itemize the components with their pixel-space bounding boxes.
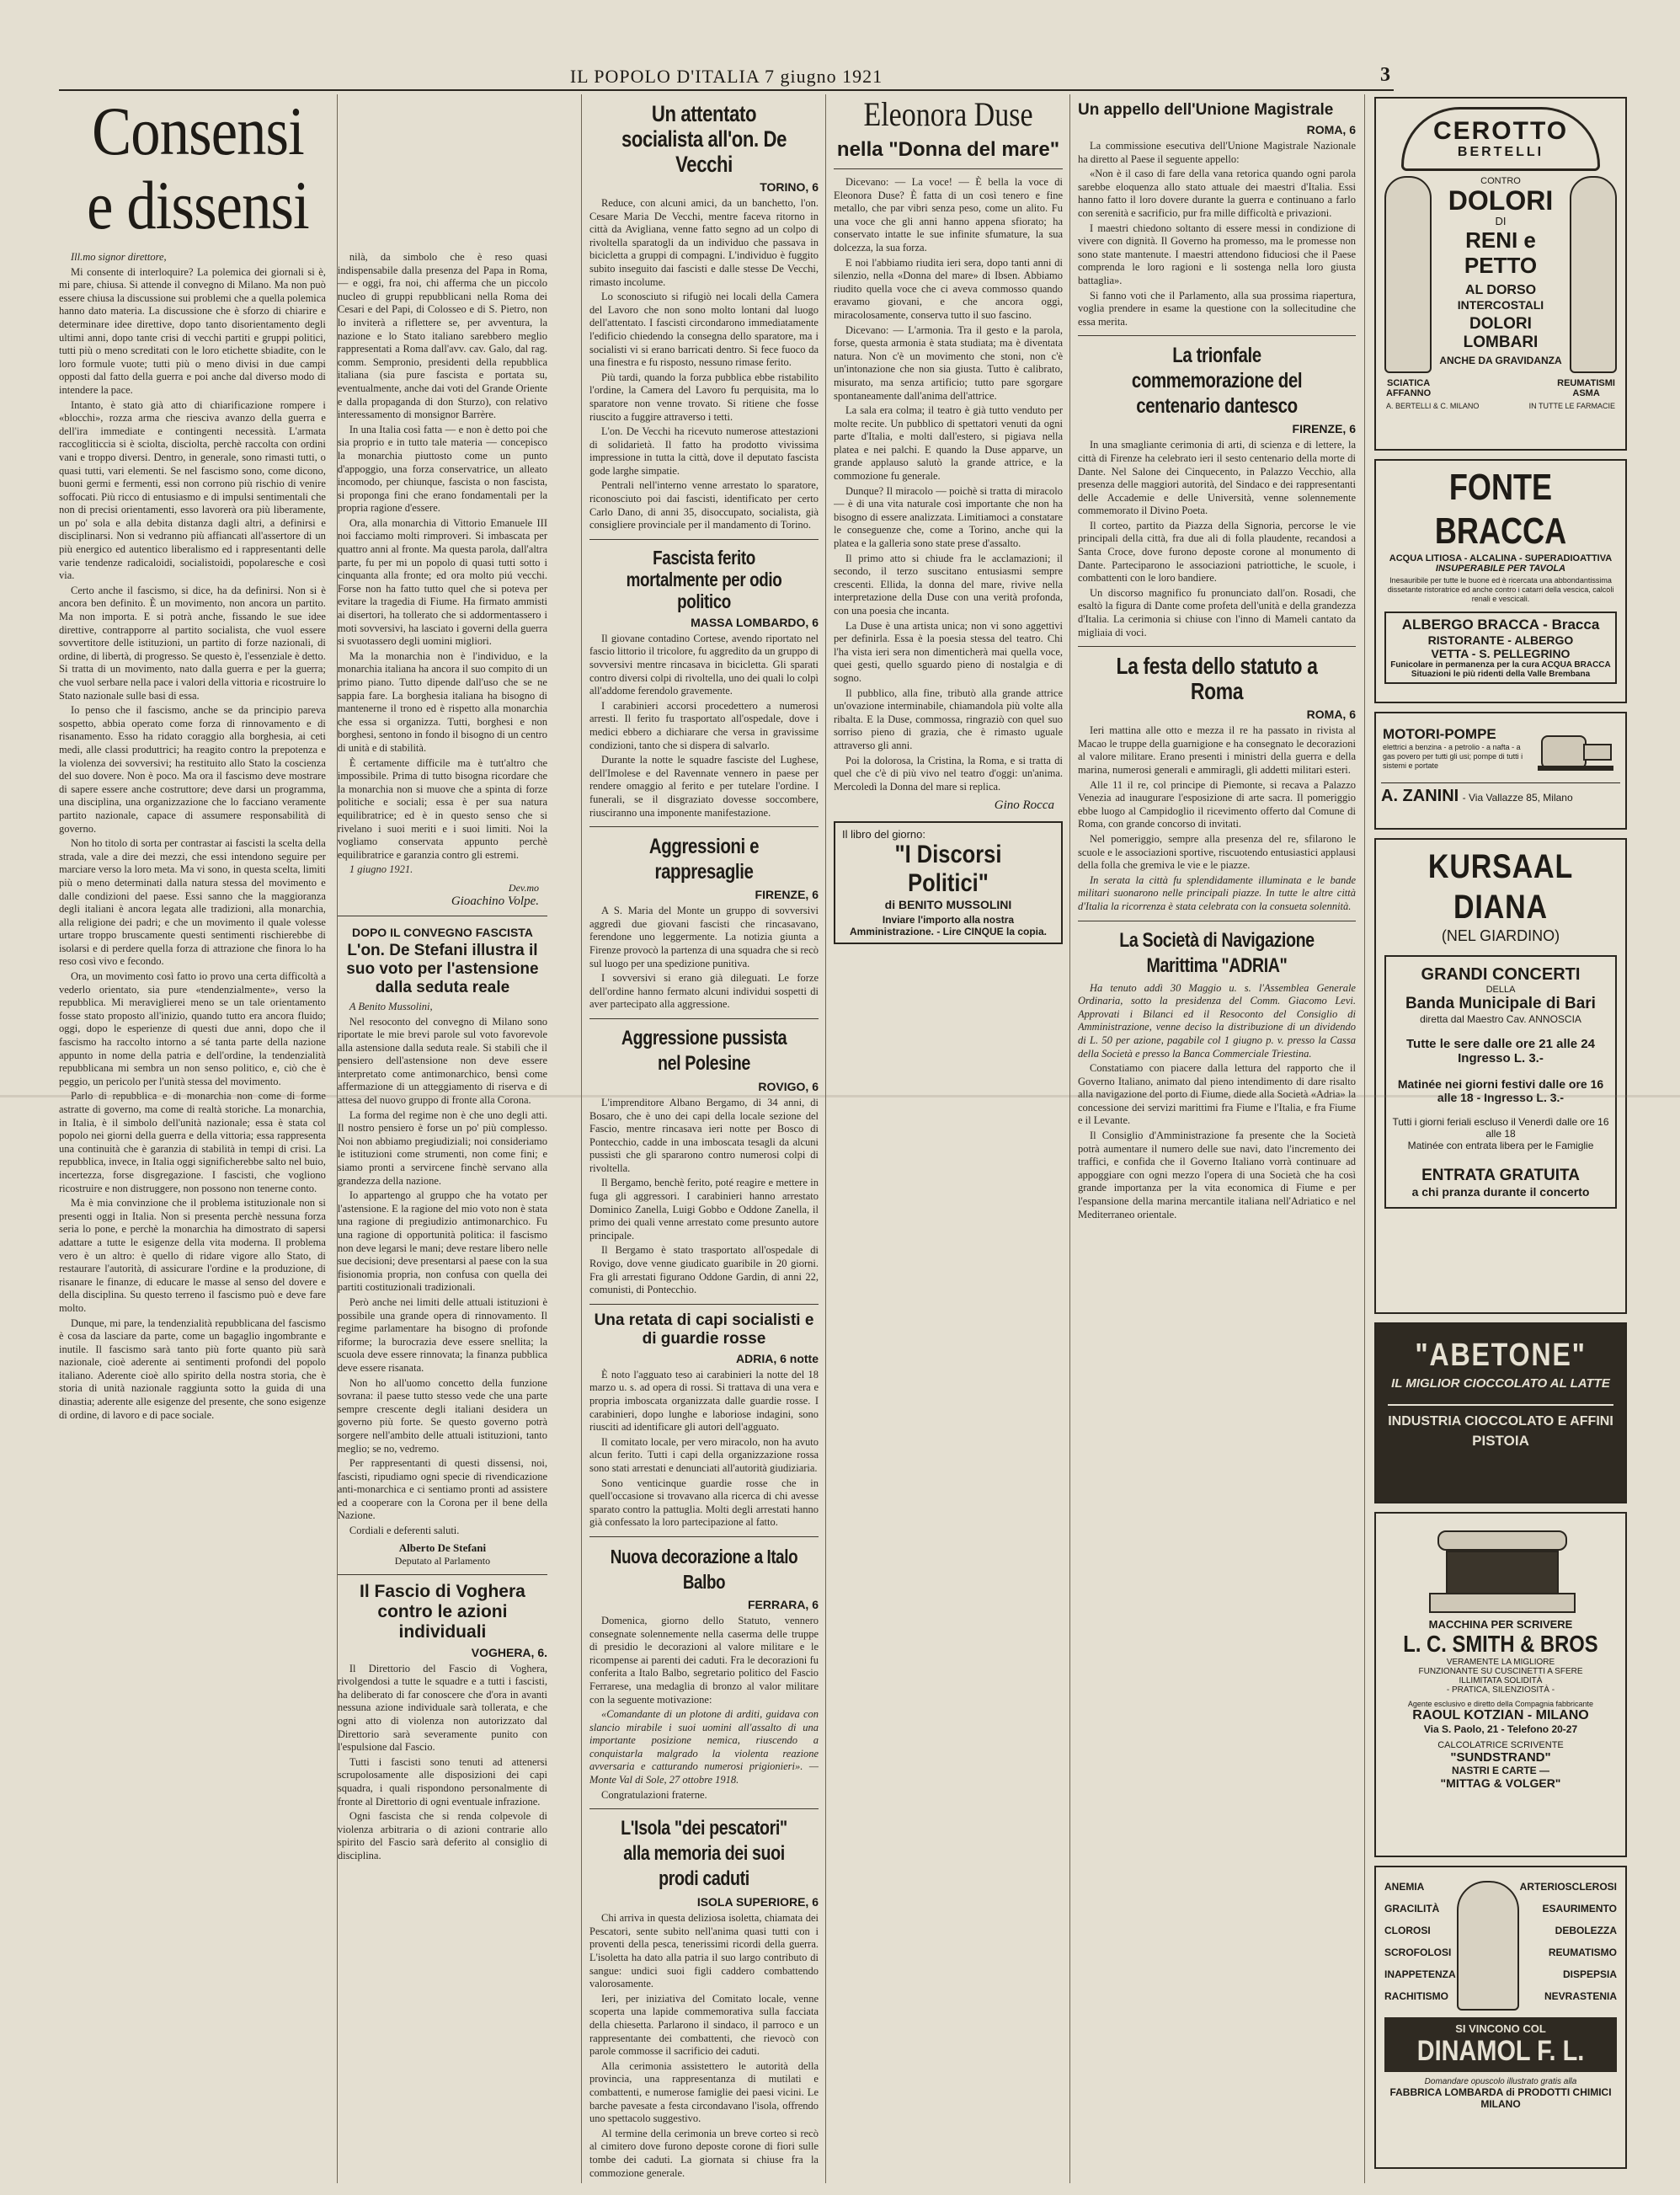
headline-fascista-ferito [589, 547, 819, 612]
dateline: MASSA LOMBARDO, 6 [691, 615, 819, 629]
paragraph: In una smagliante cerimonia di arti, di scienza e di lettere, la città di Firenze ha celebrato ieri il sesto centenario della morte di Dante. Nel Salone dei Cinquecento, in Palazzo Vecchio, alla presenza delle maggiori autorità, del Sindaco e dei rappresentanti delle Accademie e delle Università, venne solennemente commemorato il Divino Poeta. [1078, 439, 1356, 517]
ad-text: Inesauribile per tutte le buone ed è ricercata una abbondantissima dissetante ristoratrice ed anche contro i catarri della vescica, calcoli renali e vescicali. [1387, 576, 1614, 603]
ad-text: NEVRASTENIA [1544, 1990, 1617, 2002]
paragraph: È certamente difficile ma è tutt'altro che impossibile. Prima di tutto bisogna ricordare che la monarchia non si muove che a spinta di forze politiche e sociali; essa è per sua natura equilibratrice; ed è in questo senso che si rivelano i suoi meriti e i suoi limiti. Noi la vogliamo conservata appunto perchè equilibratrice e garanzia contro gli estremi. [337, 756, 547, 861]
paragraph: Ora, un movimento così fatto io provo una certa difficoltà a vederlo orientato, sia pure «tendenzialmente», verso la repubblica. Mi meraviglierei meno se un tale orientamento fosse stato proposto all'inizio, quando tutto era ancora fluido; oggi, dopo le esperienze di questi due anni, dopo che il fascismo ha raccolto intorno a sé tanta parte della nazione appunto in nome della patria e dell'ordine, la tendenzialità repubblicana mi sembra un non senso politico, e, ciò che è peggio, un pericolo per l'unità stessa del movimento. [59, 970, 326, 1087]
ad-text: SI VINCONO COL [1455, 2022, 1546, 2035]
ad-text: Matinée nei giorni festivi dalle ore 16 alle 18 - Ingresso L. 3.- [1397, 1077, 1604, 1104]
paragraph: L'imprenditore Albano Bergamo, di 34 anni, di Bosaro, che è uno dei capi della locale sezione del Fascio, mentre rincasava ieri notte per Bosco di Pontecchio, cadde in una imboscata tesagli da alcuni pussisti che gli spararono contro numerosi colpi di rivoltella. [589, 1096, 819, 1174]
headline-aggressioni [589, 834, 819, 884]
paragraph: In una Italia così fatta — e non è detto poi che sia proprio e in tutto tale materia — concepisco la monarchia piuttosto come un punto d'appoggio, una forza conservatrice, un alleato incomodo, per chiunque, fascista o non fascista, si proponga fini che erano fondamentali per la propria ragione d'essere. [337, 423, 547, 515]
ad-text: Ingresso L. 3.- [1458, 1051, 1544, 1065]
ad-title: FONTE BRACCA [1434, 467, 1567, 552]
ad-title: KURSAAL DIANA [1427, 848, 1574, 926]
article-duse [834, 176, 1063, 793]
ad-text: FABBRICA LOMBARDA di PRODOTTI CHIMICI [1389, 2086, 1612, 2098]
paragraph: Dicevano: — L'armonia. Tra il gesto e la parola, forse, questa armonia è stata studiata; ma è diventata natura. Non c'è un movimento che stoni, non c'è un'intonazione che non sia giusta. Tutto è calibrato, misurato, ma senza artificio; tutto pare sgorgare spontaneamente dall'anima dell'attrice. [834, 323, 1063, 402]
ad-text: SCROFOLOSI [1384, 1947, 1452, 1958]
box-kicker: Il libro del giorno: [842, 828, 925, 841]
ad-text: VETTA - S. PELLEGRINO [1431, 647, 1571, 660]
ad-text: diretta dal Maestro Cav. ANNOSCIA [1420, 1013, 1581, 1025]
ad-text: VERAMENTE LA MIGLIORE [1446, 1658, 1555, 1667]
ad-text: MACCHINA PER SCRIVERE [1428, 1618, 1573, 1631]
paragraph: Domenica, giorno dello Statuto, vennero consegnate solennemente nella caserma delle truppe di presidio le decorazioni al valore militare e le ricompense ai parenti dei caduti. Fra le decorazioni fu conferita a Italo Balbo, segretario politico del Fascio Ferrarese, una medaglia di bronzo al valor militare con la seguente motivazione: [589, 1614, 819, 1706]
article-de-vecchi [589, 197, 819, 532]
ad-text: Domandare opuscolo illustrato gratis alla [1424, 2077, 1577, 2086]
ad-text: INDUSTRIA CIOCCOLATO E AFFINI [1388, 1414, 1613, 1429]
paragraph: Constatiamo con piacere dalla lettura del rapporto che il Governo Italiano, animato dal pieno intendimento di dare risalto alla navigazione del porto di Fiume, diede alla Società «Adria» la concessione dei servizi marittimi fra Fiume e l'Italia, e fra Fiume e il Levante. [1078, 1062, 1356, 1127]
paragraph: Si fanno voti che il Parlamento, alla sua prossima riapertura, voglia prendere in esame la questione con la sollecitudine che essa merita. [1078, 289, 1356, 328]
paragraph: È noto l'agguato teso ai carabinieri la notte del 18 marzo u. s. ad opera di rossi. Si trattava di una vera e propria imboscata organizzata dalle guardie rosse. I carabinieri, dopo lunghe e laboriose indagini, sono riusciti ad identificare gli autori dell'agguato. [589, 1368, 819, 1434]
headline-dante [1078, 343, 1356, 419]
paragraph: Ha tenuto addì 30 Maggio u. s. l'Assemblea Generale Ordinaria, sotto la presidenza del Comm. Giacomo Levi. Approvati i Bilanci ed il Resoconto del Consiglio di Amministrazione, venne deciso la distribuzione di un dividendo di L. 50 per azione, pagabile col 1 giugno p. v. presso la Cassa della Società e presso la Banca Commerciale Triestina. [1078, 981, 1356, 1060]
paragraph: L'on. De Vecchi ha ricevuto numerose attestazioni di solidarietà. Il fatto ha prodotto vivissima impressione in tutta la città, dove il deputato fascista gode larghe simpatie. [589, 425, 819, 477]
article-statuto [1078, 724, 1356, 913]
headline: Una retata di capi socialisti e di guardie rosse [594, 1311, 814, 1348]
figure-left-icon [1384, 176, 1432, 373]
addressee: A Benito Mussolini, [349, 1000, 433, 1012]
box-title: "I Discorsi Politici" [894, 841, 1002, 898]
dateline: ADRIA, 6 notte [736, 1351, 819, 1365]
ad-cerotto-bertelli [1374, 97, 1627, 451]
article-retata [589, 1369, 819, 1530]
paragraph: Il comitato locale, per vero miracolo, non ha avuto alcun ferito. Tutti i capi della organizzazione rossa sono stati arrestati e denunciati all'autorità giudiziaria. [589, 1435, 819, 1474]
box-author: di BENITO MUSSOLINI [884, 898, 1012, 912]
paragraph: «Comandante di un plotone di arditi, guidava con slancio mirabile i suoi uomini all'assalto di una importante posizione nemica, riuscendo a conquistarla malgrado la violenta reazione avversaria e catturando numerosi prigionieri». — Monte Val di Sole, 27 ottobre 1918. [589, 1708, 819, 1786]
ad-text: PISTOIA [1472, 1433, 1529, 1449]
ad-text: Banda Municipale di Bari [1405, 995, 1596, 1012]
article-polesine [589, 1097, 819, 1297]
ad-text: ILLIMITATA SOLIDITÀ [1459, 1676, 1543, 1685]
ad-text: ASMA [1572, 388, 1600, 398]
paragraph: Durante la notte le squadre fasciste del Lughese, dell'Imolese e del Ravennate vennero in paese per rendere omaggio al ferito e per tutelare l'ordine. I funerali, se il disgraziato dovesse soccombere, riusciranno una imponente manifestazione. [589, 754, 819, 819]
article-balbo [589, 1615, 819, 1802]
paragraph: I sovversivi si erano già dileguati. Le forze dell'ordine hanno fermato alcuni individui sospetti di aver partecipato alla aggressione. [589, 972, 819, 1011]
ad-title: DINAMOL F. L. [1416, 2035, 1585, 2067]
ad-text: "MITTAG & VOLGER" [1440, 1776, 1561, 1790]
date-line: 1 giugno 1921. [349, 863, 413, 876]
dateline: FIRENZE, 6 [1292, 422, 1356, 436]
paragraph: Congratulazioni fraterne. [601, 1788, 707, 1801]
ad-text: DISPEPSIA [1562, 1968, 1617, 1980]
ad-text: "SUNDSTRAND" [1450, 1750, 1551, 1765]
signer-role: Deputato al Parlamento [394, 1554, 491, 1567]
ad-text: Tutti i giorni feriali escluso il Venerdì dalle ore 16 alle 18 [1392, 1116, 1609, 1140]
paragraph: Sono venticinque guardie rosse che in quell'occasione si trovavano alla ricerca di chi avesse sparato contro la pattuglia. Molti degli arrestati hanno già confessato la loro partecipazione al fatto. [589, 1477, 819, 1529]
dateline: VOGHERA, 6. [471, 1645, 547, 1659]
ad-text: ARTERIOSCLEROSI [1519, 1881, 1617, 1893]
ad-text: NASTRI E CARTE — [1451, 1765, 1549, 1776]
paragraph: La sala era colma; il teatro è già tutto venduto per molte recite. Un pubblico di spettatori venuti da ogni parte d'Italia, e molti dall'estero, si pigiava nella platea e nei palchi. E quando la Duse apparve, un grande applauso salutò la grande attrice, e la commozione fu generale. [834, 404, 1063, 483]
ad-text: DOLORI [1448, 185, 1554, 216]
paragraph: Il giovane contadino Cortese, avendo riportato nel fascio littorio il tricolore, fu aggredito da un gruppo di sovversivi mentre rincasava in bicicletta. Gli sparati contro diversi colpi di rivoltella, uno dei quali lo colpì all'addome ferendolo gravemente. [589, 632, 819, 697]
signature-prefix: Dev.mo [508, 881, 539, 894]
ad-text: ANCHE DA GRAVIDANZA [1439, 355, 1562, 366]
paragraph: Alla cerimonia assistettero le autorità della provincia, una rappresentanza di mutilati e combattenti, e numerose famiglie dei paesi vicini. Le barche pavesate a festa circondavano l'isola, offrendo uno spettacolo suggestivo. [589, 2059, 819, 2125]
article-unione-magistrale [1078, 140, 1356, 328]
ad-text: RAOUL KOTZIAN - MILANO [1412, 1708, 1589, 1722]
figure-icon [1457, 1881, 1519, 2011]
book-box [834, 821, 1063, 944]
ad-motori-pompe [1374, 712, 1627, 830]
headline-voghera [338, 1582, 547, 1642]
paragraph: Pentrali nell'interno venne arrestato lo sparatore, riconosciuto poi dai fascisti, identificato per certo Carlo Dano, di anni 35, disoccupato, socialista, già consigliere provinciale per il mandamento di Torino. [589, 479, 819, 531]
paragraph: Mi consente di interloquire? La polemica dei giornali si è, mi pare, chiusa. Si attende il convegno di Milano. Ma non può essere chiusa la discussione sui problemi che a quella polemica hanno dato materia. La discussione che è sforzo di chiarire e determinare idee direttive, dopo tanto disorientamento degli ultimi anni, dopo tante crisi di vecchi partiti e gruppi politici, tutti più o meno screditati con le loro etichette sbiadite, con le loro formule vuote; tutti più o meno divisi in due campi opposti dal fatto della guerra e poi anche dal diverso modo di intendere la pace. [59, 265, 326, 396]
ad-text: - Via Vallazze 85, Milano [1462, 792, 1573, 804]
article-aggressioni [589, 905, 819, 1012]
ad-text: INSUPERABILE PER TAVOLA [1435, 563, 1566, 574]
paragraph: Però anche nei limiti delle attuali istituzioni è possibile una grande opera di rinnovamento. Il regime parlamentare ha bisogno di profonde riforme; la burocrazia deve essere snellita; la scuola deve essere rinnovata; la finanza pubblica deve essere risanata. [337, 1295, 547, 1374]
paragraph: Il Consiglio d'Amministrazione fa presente che la Società potrà aumentare il numero delle sue navi, dato l'incremento dei traffici, e confida che il Governo Italiano vorrà continuare ad appoggiare con ogni mezzo l'opera di una Società che ha così grande importanza per la vita economica di Fiume e per l'espansione della marina mercantile italiana nell'Adriatico e nel Mediterraneo orientale. [1078, 1130, 1356, 1220]
headline-statuto [1078, 654, 1356, 704]
paragraph: Ieri mattina alle otto e mezza il re ha passato in rivista al Macao le truppe della guarnigione e ha consegnato le decorazioni al valore militare. Erano presenti i ministri della guerra e della marina, numerosi generali e ammiragli, gli addetti militari esteri. [1078, 724, 1356, 776]
paragraph: Ogni fascista che si renda colpevole di violenza arbitraria o di azioni contrarie allo spirito del Fascio sarà deferito al consiglio di disciplina. [337, 1810, 547, 1861]
ad-text: Tutte le sere dalle ore 21 alle 24 [1405, 1037, 1595, 1051]
signature-block [338, 882, 539, 909]
paragraph: E noi l'abbiamo riudita ieri sera, dopo tanti anni di silenzio, nella «Donna del mare» di Ibsen. Abbiamo riudito quella voce che ci aveva commosso quando eravamo giovani, e che ancora oggi, miracolosamente, conserva tutto il suo fascino. [834, 256, 1063, 321]
paragraph: La commissione esecutiva dell'Unione Magistrale Nazionale ha diretto al Paese il seguente appello: [1078, 140, 1356, 165]
ad-text: INTERCOSTALI [1457, 298, 1544, 312]
paragraph: Poi la dolorosa, la Cristina, la Roma, e si tratta di quel che c'è di più vivo nel teatro d'oggi: un'anima. Mercoledì la Donna del mare si replica. [834, 754, 1063, 793]
headline: La festa dello statuto a Roma [1116, 653, 1318, 705]
ad-text: ESAURIMENTO [1542, 1903, 1617, 1915]
paragraph: Certo anche il fascismo, si dice, ha da definirsi. Non si è ancora ben definito. È un movimento, non ancora un partito. Ma non importa. E si potrà anche, fissando le sue idee direttive, contrapporre al partito socialista, che vuol essere sovvertitore delle istituzioni, un partito di forze nazionali, di ordine, di libertà, di progresso. Se questo è, l'essenziale è detto. Si tratta di un movimento, nato dalla guerra e per la guerra; che vuol serbare nella pace i valori della vittoria e ricostruire lo Stato nazionale sulle basi di essa. [59, 584, 326, 702]
paragraph: A S. Maria del Monte un gruppo di sovversivi aggredì due giovani fascisti che rincasavano, ferendone uno leggermente. La notizia giunta a Firenze provocò la partenza di una squadra che si recò sul luogo per una spedizione punitiva. [589, 905, 819, 969]
paragraph: Il pubblico, alla fine, tributò alla grande attrice un'ovazione interminabile, chiamandola più volte alla ribalta. E la Duse, commossa, ringraziò con quel suo sorriso pieno di grazia, che è rimasto uguale attraverso gli anni. [834, 686, 1063, 751]
ad-text: Via S. Paolo, 21 - Telefono 20-27 [1423, 1723, 1578, 1735]
paragraph: Chi arriva in questa deliziosa isoletta, chiamata dei Pescatori, sente subito nell'anima quasi tutti con i proventi della pesca, tenerissimi ricordi della guerra. L'isoletta ha dato alla patria il suo largo contributo di sangue: undici suoi figli caddero combattendo valorosamente. [589, 1912, 819, 1990]
article-dante [1078, 439, 1356, 639]
dateline: FIRENZE, 6 [755, 888, 819, 902]
column-1-right [338, 251, 547, 1865]
article-isola [589, 1912, 819, 2180]
headline-duse [834, 96, 1063, 162]
ad-text: REUMATISMI [1557, 378, 1615, 388]
paragraph: Ma è mia convinzione che il problema istituzionale non si presenti oggi in Italia. Non si presenta perchè nessuna forza seria lo pone, e perchè la monarchia ha dimostrato di sapersi adattare a tutte le esigenze della vita moderna. Il problema vero è un altro: è quello di ridare vigore allo Stato, di restaurare l'autorità, di assicurare l'ordine e la produzione, di risanare le finanze, di educare le masse al senso del dovere e della disciplina. Su questo terreno il fascismo può e deve fare molto. [59, 1197, 326, 1314]
ad-text: Situazioni le più ridenti della Valle Brembana [1411, 670, 1591, 679]
closing: Cordiali e deferenti saluti. [349, 1525, 460, 1537]
headline: Il Fascio di Voghera contro le azioni individuali [360, 1581, 525, 1642]
paragraph: Ora, alla monarchia di Vittorio Emanuele III noi facciamo molti rimproveri. Si imbascata per quattro anni al fronte. Ma questa parola, dall'altra parte, fu per mi un popolo di quasi tutti sotto i cinquanta alla fronte; ed ora molto piú vecchi. Forse non ha fatto tutto quel che si poteva per evitare la tragedia di Fiume. Ha firmato ammisti ai disertori, ha tollerato che si addormentassero i moti sovversivi, ha lasciato i governi della guerra si svuotassero degli uomini migliori. [337, 516, 547, 648]
paragraph: Dunque? Il miracolo — poichè si tratta di miracolo — è di una vita naturale così importante che non ha bisogno di essere analizzata. Limitiamoci a constatare le conseguenze che, come a Torino, anche qui la platea e la galleria sono state prese d'assalto. [834, 484, 1063, 550]
paragraph: Non ho titolo di sorta per contrastar ai fascisti la scelta della strada, vale a dire dei mezzi, che essi intendono seguire per marciare verso la loro meta. Ma vi sono, in questa scelta, limiti più o meno determinati dalla natura stessa del movimento e dalle condizioni del paese. Essi sanno che la maggioranza degli italiani è ancora legata alle tradizioni, alla monarchia, alla religione dei padri; e che un movimento il quale volesse urtare troppo bruscamente questi sentimenti rischierebbe di isolarsi e di perdere quella forza di attrazione che finora lo ha reso così vivo e fecondo. [59, 837, 326, 968]
paragraph: Ieri, per iniziativa del Comitato locale, venne scoperta una lapide commemorativa sulla facciata della chiesetta. Parlarono il sindaco, il parroco e un rappresentante dei combattenti, che rievocò con parole commosse il sacrificio dei caduti. [589, 1992, 819, 2058]
ad-text: DEBOLEZZA [1555, 1925, 1617, 1936]
ad-text: GRACILITÀ [1384, 1903, 1440, 1915]
column-3 [834, 94, 1063, 2183]
headline-polesine [589, 1026, 819, 1076]
ad-abetone [1374, 1322, 1627, 1503]
ad-text: CALCOLATRICE SCRIVENTE [1437, 1740, 1564, 1750]
ad-kursaal-diana [1374, 838, 1627, 1314]
signer: Alberto De Stefani [398, 1541, 487, 1554]
ad-text: A. ZANINI [1381, 787, 1459, 805]
ad-text: INAPPETENZA [1384, 1968, 1456, 1980]
ad-text: CLOROSI [1384, 1925, 1431, 1936]
ad-text: DELLA [1485, 985, 1516, 995]
headline-balbo [589, 1544, 819, 1594]
ad-text: IL MIGLIOR CIOCCOLATO AL LATTE [1391, 1376, 1610, 1391]
pump-icon [1534, 718, 1619, 777]
ad-title: MOTORI-POMPE [1383, 725, 1496, 742]
ad-title: "ABETONE" [1415, 1338, 1587, 1373]
paragraph: Al termine della cerimonia un breve corteo si recò al cimitero dove furono deposte corone di fiori sulle tombe dei caduti. La giornata si chiuse fra la commozione generale. [589, 2127, 819, 2179]
ad-text: ANEMIA [1384, 1881, 1425, 1893]
paragraph: Più tardi, quando la forza pubblica ebbe ristabilito l'ordine, la Camera del Lavoro fu perquisita, ma lo sparatore non venne trovato. Si ritiene che fosse riuscito a fuggire attraverso i tetti. [589, 371, 819, 423]
paragraph: Parlo di repubblica e di monarchia non come di forme astratte di governo, ma come di realtà storiche. La monarchia, in Italia, è il simbolo dell'unità nazionale; essa è stata col popolo nei giorni della guerra e della vittoria; essa rappresenta una continuità che è garanzia di stabilità in tempi di crisi. La repubblica, invece, in Italia oggi significherebbe salto nel buio, incertezza, forse disgregazione. I fascisti, che vogliono ricostruire e non distruggere, non possono non tenerne conto. [59, 1090, 326, 1194]
paragraph: Dunque, mi pare, la tendenzialità repubblicana del fascismo è cosa da lasciare da parte, come un bagaglio ingombrante e inutile. Il fascismo sarà tanto più forte quanto più sarà nazionale, cioè aderente ai sentimenti profondi del popolo italiano. Aderente cioè allo spirito della nostra storia, che è storia di unità nazionale raggiunta sotto la guida di una dinastia; aderente alle esigenze del presente, che sono esigenze di ordine, di lavoro e di pace sociale. [59, 1316, 326, 1421]
paragraph: Ma la monarchia non è l'individuo, e la monarchia italiana ha ancora il suo compito di un primo piano. Tutto dipende dall'uso che se ne sappia fare. La borghesia italiana ha bisogno di mantenerne il trono ed è rispetto alla monarchia che essa si organizza. Tutti, borghesi e non borghesi, sentono in fondo il bisogno di un centro di unità e di stabilità. [337, 649, 547, 754]
headline: Un attentato socialista all'on. De Vecchi [621, 101, 787, 177]
ad-text: RACHITISMO [1384, 1990, 1448, 2002]
dateline: FERRARA, 6 [747, 1597, 819, 1611]
ad-text: IN TUTTE LE FARMACIE [1528, 402, 1615, 410]
paragraph: Reduce, con alcuni amici, da un banchetto, l'on. Cesare Maria De Vecchi, mentre faceva ritorno in città da Avigliana, venne fatto segno ad un colpo di rivoltella sparatogli da un individuo che passava in bicicletta a gruppi di compagni. L'individuo è fuggito subito inseguito dai fascisti e dalle stesse De Vecchi, rimasto incolume. [589, 197, 819, 288]
dateline: ROMA, 6 [1306, 708, 1356, 722]
paragraph: Il Bergamo è stato trasportato all'ospedale di Rovigo, dove venne giudicato guaribile in 20 giorni. Fra gli arrestati figurano Oddone Gardin, di anni 22, comunisti, di Pontecchio. [589, 1244, 819, 1296]
paragraph: I carabinieri accorsi procedettero a numerosi arresti. Il ferito fu trasportato all'ospedale, dove i medici ebbero a dichiarare che versa in gravissime condizioni, tanto che si dispera di salvarlo. [589, 699, 819, 751]
ad-text: a chi pranza durante il concerto [1411, 1185, 1590, 1199]
paragraph: Un discorso magnifico fu pronunciato dall'on. Rosadi, che esaltò la figura di Dante come profeta dell'unità e della grandezza d'Italia. La cerimonia si chiuse con l'inno di Mameli cantato da migliaia di voci. [1078, 586, 1356, 638]
article-consensi-left [59, 251, 326, 1865]
dateline: ISOLA SUPERIORE, 6 [696, 1895, 819, 1909]
paragraph: Il corteo, partito da Piazza della Signoria, percorse le vie principali della città, fra due ali di folla plaudente, recandosi a Santa Croce, dove furono deposte corone al monumento di Dante. Parteciparono le associazioni patriottiche, le scuole, i combattenti con le loro bandiere. [1078, 519, 1356, 585]
ad-brand: CEROTTO [1432, 117, 1569, 145]
headline-adria [1078, 928, 1356, 979]
running-head: IL POPOLO D'ITALIA 7 giugno 1921 [569, 66, 883, 87]
paragraph: Nel resoconto del convegno di Milano sono riportate le mie brevi parole sul voto favorevole alla astensione dalla seduta reale. Si stabilì che il pensiero dell'astensione non deve essere interpretato come antimonarchico, bensì come affermazione di un atteggiamento di riserva e di attesa del nuovo gruppo di fronte alla Corona. [337, 1015, 547, 1107]
paragraph: Intanto, è stato già atto di chiarificazione rompere i «blocchi», rozza arma che riesciva avanzo della guerra e dell'ira immediate e contingenti necessità. L'armata raccogliticcia si è sciolta, disciolta, perchè raccolta con ordini vani e troppo diversi. Dentro, in generale, sono rimasti tutti, o quasi tutti, vari elementi. Se nel fascismo sono, come dicono, buoni germi e fermenti, essi non corrono più rischio di venire soffocati. Più ricco di entusiasmo e di impulsi sentimentali che non di precisi orientamenti, esso lavorerà ora più liberamente, un po' sola e alla debita distanza dagli altri, a definirsi e disciplinarsi. Non si vedranno più affiancati all'assertore di un più energico ed autentico liberalismo ed i rappresentanti delle varie tendenze radicaloidi, socialistoidi, popolaresche e così via. [59, 398, 326, 582]
paragraph: nilà, da simbolo che è reso quasi indispensabile dalla presenza del Papa in Roma, — e oggi, fra noi, chi afferma che un piccolo nucleo di gruppi repubblicani nella Roma dei Cesari e del Papi, di Colosseo e di S. Pietro, non lo inviterà a riflettere se, per avventura, la nazione e lo Stato italiano sarebbero meglio rappresentati a Roma dall'avv. cav. Galo, dal rag. comm. Sempronio, presidenti della repubblica italiana (sia pure fascista e portata su, eventualmente, anche dai voti del Grande Oriente e dalla propaganda di don Sturzo), con relativo interessamento di monsignor Barrère. [337, 251, 547, 421]
headline: L'Isola "dei pescatori" alla memoria dei suoi prodi caduti [621, 1817, 787, 1891]
headline-consensi: Consensi e dissensi [87, 94, 309, 243]
ad-text: (NEL GIARDINO) [1441, 927, 1560, 944]
subhead: nella "Donna del mare" [836, 138, 1060, 161]
ad-text: MILANO [1480, 2098, 1521, 2110]
ad-text: ENTRATA GRATUITA [1421, 1167, 1580, 1184]
ad-title: L. C. SMITH & BROS [1403, 1631, 1598, 1657]
ad-text: AFFANNO [1386, 388, 1432, 398]
article-voghera [338, 1663, 547, 1863]
dateline: ROMA, 6 [1306, 123, 1356, 136]
ad-brand-sub: BERTELLI [1457, 145, 1544, 159]
signature: Gino Rocca [994, 798, 1054, 813]
headline-isola [589, 1816, 819, 1892]
column-2 [589, 94, 819, 2183]
masthead [59, 61, 1394, 91]
ad-text: Matinée con entrata libera per le Famiglie [1407, 1140, 1594, 1151]
headline: La Società di Navigazione Marittima "ADRIA" [1119, 928, 1315, 977]
ad-text: elettrici a benzina - a petrolio - a nafta - a gas povero per tutti gli usi; pompe di tutti i sistemi e portate [1383, 742, 1523, 770]
paragraph: Alle 11 il re, col principe di Piemonte, si recava a Palazzo Venezia ad inaugurare l'esposizione di arte sacra. Il pomeriggio ebbe luogo al Campidoglio il ricevimento offerto dal Comune di Roma, con grande concorso di invitati. [1078, 778, 1356, 830]
headline: Aggressioni e rappresaglie [648, 835, 760, 884]
headline: Fascista ferito mortalmente per odio politico [626, 546, 782, 612]
headline: La trionfale commemorazione del centenario dantesco [1131, 344, 1303, 419]
ad-text: ACQUA LITIOSA - ALCALINA - SUPERADIOATTIVA [1389, 553, 1613, 563]
ad-text: AL DORSO [1464, 283, 1537, 297]
ad-text: Agente esclusivo e diretto della Compagnia fabbricante [1407, 1700, 1594, 1708]
paragraph: Per rappresentanti di questi dissensi, noi, fascisti, ripudiamo ogni specie di rivendicazione anti-monarchica e ci sentiamo pronti ad assistere ed a cooperare con la Corona per il bene della Nazione. [337, 1457, 547, 1522]
headline: Aggressione pussista nel Polesine [621, 1026, 787, 1075]
ad-text: ALBERGO BRACCA - Bracca [1401, 617, 1600, 633]
ad-text: RISTORANTE - ALBERGO [1427, 633, 1574, 647]
headline: Un appello dell'Unione Magistrale [1078, 101, 1334, 119]
headline: Eleonora Duse [863, 95, 1033, 133]
ad-text: DI [1495, 215, 1507, 227]
page-number: 3 [1380, 64, 1390, 86]
dateline: TORINO, 6 [760, 180, 819, 194]
paragraph: Lo sconosciuto si rifugiò nei locali della Camera del Lavoro che non sono molto lontani dal luogo dell'attentato. I fascisti circondarono immediatamente l'edificio chiedendo la consegna dello sparatore, ma i socialisti vi si erano barricati dentro. Si fece fuoco da una finestra e fu risposto, nessuno rimase ferito. [589, 291, 819, 369]
article-destefani [338, 1001, 547, 1538]
ad-text: Funicolare in permanenza per la cura ACQUA BRACCA [1390, 660, 1611, 670]
paragraph: «Non è il caso di fare della vana retorica quando ogni parola sarebbe eloquenza allo stato attuale dei maestri d'Italia. Essi hanno fatto il loro dovere durante la guerra e continuano a farlo con serenità e sacrificio, pur fra mille difficoltà e privazioni. [1078, 168, 1356, 219]
paragraph: Tutti i fascisti sono tenuti ad attenersi scrupolosamente alle disposizioni dei capi squadra, i quali rispondono personalmente di fronte al Direttorio di ogni eventuale infrazione. [337, 1755, 547, 1808]
ad-text: CONTRO [1480, 176, 1521, 186]
signature: Gioachino Volpe. [451, 894, 539, 908]
paragraph: Il Bergamo, benchè ferito, poté reagire e mettere in fuga gli aggressori. I carabinieri hanno arrestato Dominico Zanella, Luigi Gobbo e Oddone Zanella, il primo dei quali venne arrestato come presunto autore principale. [589, 1177, 819, 1242]
article-consensi-right [338, 251, 547, 877]
ad-text: A. BERTELLI & C. MILANO [1386, 402, 1480, 410]
ad-text: SCIATICA [1387, 378, 1431, 388]
box-note: Inviare l'importo alla nostra Amministrazione. - Lire CINQUE la copia. [849, 914, 1048, 938]
paragraph: Dicevano: — La voce! — È bella la voce di Eleonora Duse? È fatta di un così tenero e fine metallo, che par vibri senza peso, come un alito. Fu una voce che gli anni hanno appena sfiorato; ha conservato intatte le sue infinite sfumature, la sua dolcezza, la sua forza. [834, 176, 1063, 254]
paragraph: La Duse è una artista unica; non vi sono aggettivi per definirla. Essa è la poesia stessa del teatro. Chi l'ha vista ieri sera non dimenticherà mai quella voce, quei gesti, quello sguardo pieno di nostalgia e di sogno. [834, 619, 1063, 684]
ad-text: GRANDI CONCERTI [1421, 965, 1581, 984]
kicker: DOPO IL CONVEGNO FASCISTA [351, 925, 533, 939]
headline-de-vecchi [589, 101, 819, 177]
paragraph: Il Direttorio del Fascio di Voghera, rivolgendosi a tutte le squadre e a tutti i fascisti, ha deliberato di far conoscere che d'ora in avanti nessuna azione individuale sarà tollerata, e che ogni atto di violenza non autorizzato dal Direttorio sarà severamente punito con l'espulsione dal Fascio. [337, 1662, 547, 1754]
headline-unione-magistrale [1078, 101, 1356, 120]
column-1 [59, 94, 547, 2183]
ad-text: DOLORI LOMBARI [1463, 315, 1539, 351]
ad-text: - PRATICA, SILENZIOSITÀ - [1446, 1685, 1555, 1695]
typewriter-icon [1429, 1522, 1572, 1615]
headline-destefani [338, 923, 547, 997]
paragraph: I maestri chiedono soltanto di essere messi in condizione di vivere con dignità. Il Governo ha promesso, ma le promesse non sono state mantenute. I maestri attendono fiduciosi che il Paese comprenda le loro ragioni e li sostenga nella loro giusta battaglia». [1078, 222, 1356, 286]
ad-lc-smith [1374, 1512, 1627, 1857]
headline: Nuova decorazione a Italo Balbo [610, 1545, 798, 1593]
headline: L'on. De Stefani illustra il suo voto per l'astensione dalla seduta reale [346, 941, 539, 996]
dateline: ROVIGO, 6 [758, 1079, 819, 1093]
column-4 [1078, 94, 1356, 2183]
paragraph: La forma del regime non è che uno degli atti. Il nostro pensiero è forse un po' più complesso. Noi non abbiamo pregiudiziali; noi consideriamo le istituzioni come strumenti, non come fini; e siamo pronti a servircene finchè servano alla grandezza della nazione. [337, 1108, 547, 1187]
figure-right-icon [1570, 176, 1617, 373]
salutation: Ill.mo signor direttore, [71, 251, 167, 263]
article-adria [1078, 982, 1356, 1222]
paragraph: Io appartengo al gruppo che ha votato per l'astensione. E la ragione del mio voto non è stata una ragione di pregiudizio antimonarchico. Fu una ragione di opportunità politica: il fascismo non deve legarsi le mani; deve restare libero nelle sue decisioni; deve presentarsi al paese con la sua fisionomia propria, non confusa con quella dei partiti costituzionali tradizionali. [337, 1189, 547, 1294]
ad-fonte-bracca [1374, 459, 1627, 703]
ad-text: RENI e PETTO [1464, 227, 1538, 278]
paragraph: In serata la città fu splendidamente illuminata e le bande militari suonarono nelle principali piazze. In tutte le altre città d'Italia la ricorrenza è stata celebrata con la consueta solennità. [1078, 873, 1356, 912]
paragraph: Io penso che il fascismo, anche se da principio pareva sospetto, abbia operato come forza di rinnovamento e di risanamento. Esso ha ridato coraggio alla borghesia, ai ceti medi, alle classi produttrici; ha reagito contro la prepotenza e la violenza dei sovversivi; ha restituito allo Stato la coscienza del suo dovere. Non è poco. Ma ora il fascismo deve mostrare di sapere essere anche costruttore; deve darsi un programma, una disciplina, una organizzazione che lo facciano veramente partito nazionale, capace di assumere responsabilità di governo. [59, 704, 326, 835]
ad-text: FUNZIONANTE SU CUSCINETTI A SFERE [1418, 1667, 1583, 1676]
ad-text: REUMATISMO [1548, 1947, 1617, 1958]
headline-retata [589, 1311, 819, 1349]
paragraph: Il primo atto si chiude fra le acclamazioni; il secondo, il terzo suscitano entusiasmi sempre crescenti. Ellida, la donna del mare, rivive nella interpretazione della Duse con una verità profonda, con una poesia che incanta. [834, 552, 1063, 617]
paragraph: Non ho all'uomo concetto della funzione sovrana: il paese tutto stesso vede che una parte sempre crescente degli italiani desidera un governo più forte. Se questo governo potrà sorgere nell'ambito delle attuali istituzioni, tanto meglio; se no, vedremo. [337, 1376, 547, 1455]
article-fascista-ferito [589, 633, 819, 820]
paragraph: Nel pomeriggio, sempre alla presenza del re, sfilarono le scuole e le associazioni sportive, riscuotendo entusiastici applausi della folla che gremiva le vie e le piazze. [1078, 832, 1356, 872]
ad-dinamol [1374, 1866, 1627, 2169]
